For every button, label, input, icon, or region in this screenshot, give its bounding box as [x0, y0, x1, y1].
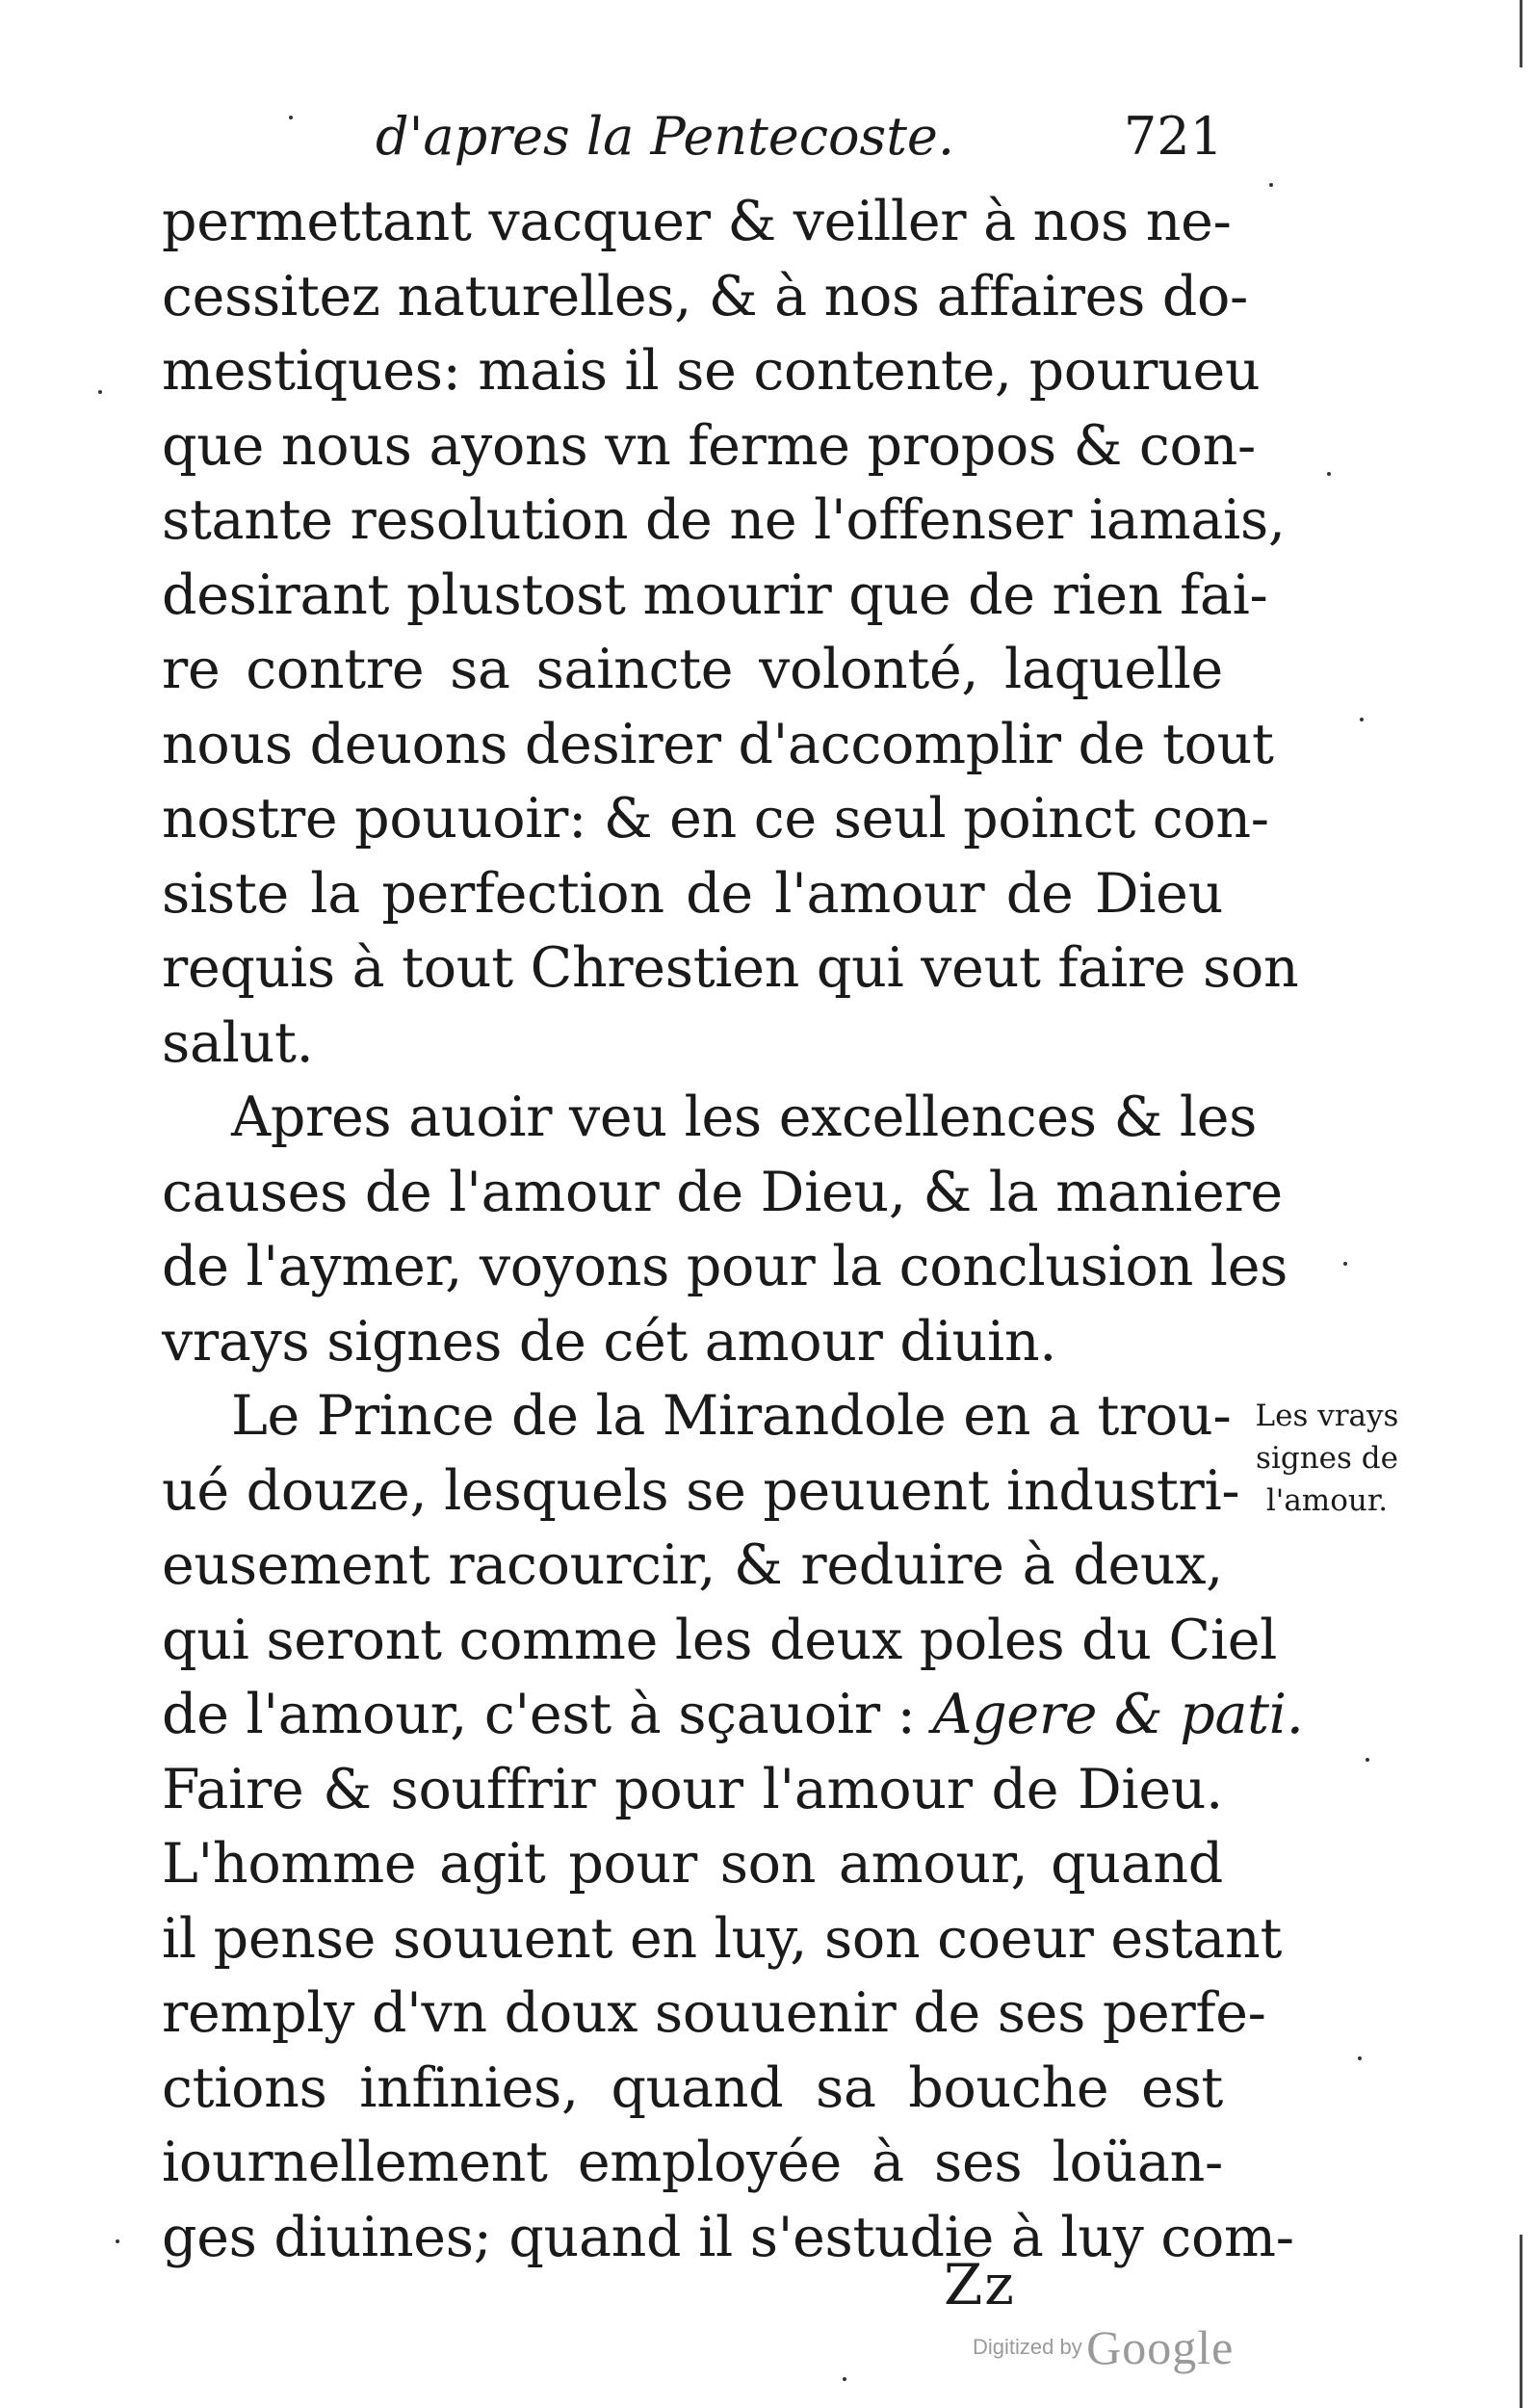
- text-line: de l'aymer, voyons pour la conclusion les: [162, 1235, 1288, 1298]
- text-line: L'homme agit pour son amour, quand: [162, 1832, 1223, 1896]
- ink-speck: [1327, 472, 1331, 476]
- ink-speck: [98, 390, 102, 394]
- text-line: Apres auoir veu les excellences & les: [231, 1086, 1258, 1149]
- google-logo: Google: [1086, 2320, 1235, 2374]
- text-line: il pense souuent en luy, son coeur estant: [162, 1906, 1283, 1971]
- running-title: d'apres la Pentecoste.: [376, 106, 955, 167]
- text-line: eusement racourcir, & reduire à deux,: [162, 1533, 1223, 1597]
- page-header: [376, 106, 1242, 183]
- text-line: ué douze, lesquels se peuuent industri-: [162, 1458, 1240, 1523]
- text-line: stante resolution de ne l'offenser iamais,: [162, 488, 1286, 552]
- page-number: 721: [1123, 106, 1223, 167]
- text-line: re contre sa saincte volonté, laquelle: [162, 638, 1223, 701]
- ink-speck: [843, 2377, 846, 2381]
- text-line: vrays signes de cét amour diuin.: [162, 1309, 1057, 1374]
- text-line: Faire & souffrir pour l'amour de Dieu.: [162, 1757, 1223, 1821]
- text-line: ges diuines; quand il s'estudie à luy com-: [162, 2205, 1294, 2269]
- text-line-with-latin: [162, 1678, 1304, 1753]
- ink-speck: [1358, 2056, 1362, 2060]
- ink-speck: [1343, 1262, 1347, 1266]
- text-line: ctions infinies, quand sa bouche est: [162, 2055, 1223, 2120]
- ink-speck: [116, 2239, 119, 2243]
- text-line: remply d'vn doux souuenir de ses perfe-: [162, 1981, 1266, 2045]
- text-line: iournellement employée à ses loüan-: [162, 2131, 1223, 2194]
- text-line: qui seront comme les deux poles du Ciel: [162, 1608, 1278, 1672]
- ink-speck: [289, 116, 293, 119]
- margin-note-line: signes de: [1256, 1441, 1398, 1476]
- watermark-prefix: Digitized by: [973, 2335, 1082, 2359]
- text-line: desirant plustost mourir que de rien fai-: [162, 563, 1268, 627]
- ink-speck: [1360, 718, 1364, 721]
- text-line: cessitez naturelles, & à nos affaires do-: [162, 264, 1249, 328]
- text-line: mestiques: mais il se contente, pourueu: [162, 339, 1261, 403]
- latin-phrase: Agere & pati.: [932, 1683, 1304, 1746]
- text-line: salut.: [162, 1010, 314, 1075]
- signature-mark: Zz: [944, 2252, 1016, 2317]
- digitization-watermark: [973, 2319, 1234, 2375]
- margin-note-line: l'amour.: [1265, 1483, 1389, 1518]
- text-line: permettant vacquer & veiller à nos ne-: [162, 190, 1232, 253]
- text-line: nous deuons desirer d'accomplir de tout: [162, 712, 1274, 776]
- body-text: [162, 185, 1304, 2275]
- margin-note-line: Les vrays: [1255, 1399, 1399, 1433]
- margin-note: [1231, 1395, 1423, 1522]
- text-segment: de l'amour, c'est à sçauoir :: [162, 1683, 916, 1746]
- ink-speck: [1366, 1758, 1369, 1762]
- text-line: requis à tout Chrestien qui veut faire son: [162, 936, 1299, 1000]
- text-line: nostre pouuoir: & en ce seul poinct con-: [162, 787, 1269, 851]
- page-edge-line: [1520, 0, 1522, 2408]
- text-line: Le Prince de la Mirandole en a trou-: [231, 1384, 1232, 1448]
- text-line: siste la perfection de l'amour de Dieu: [162, 861, 1223, 926]
- ink-speck: [1269, 183, 1273, 187]
- text-line: causes de l'amour de Dieu, & la maniere: [162, 1160, 1283, 1224]
- text-line: que nous ayons vn ferme propos & con-: [162, 413, 1256, 478]
